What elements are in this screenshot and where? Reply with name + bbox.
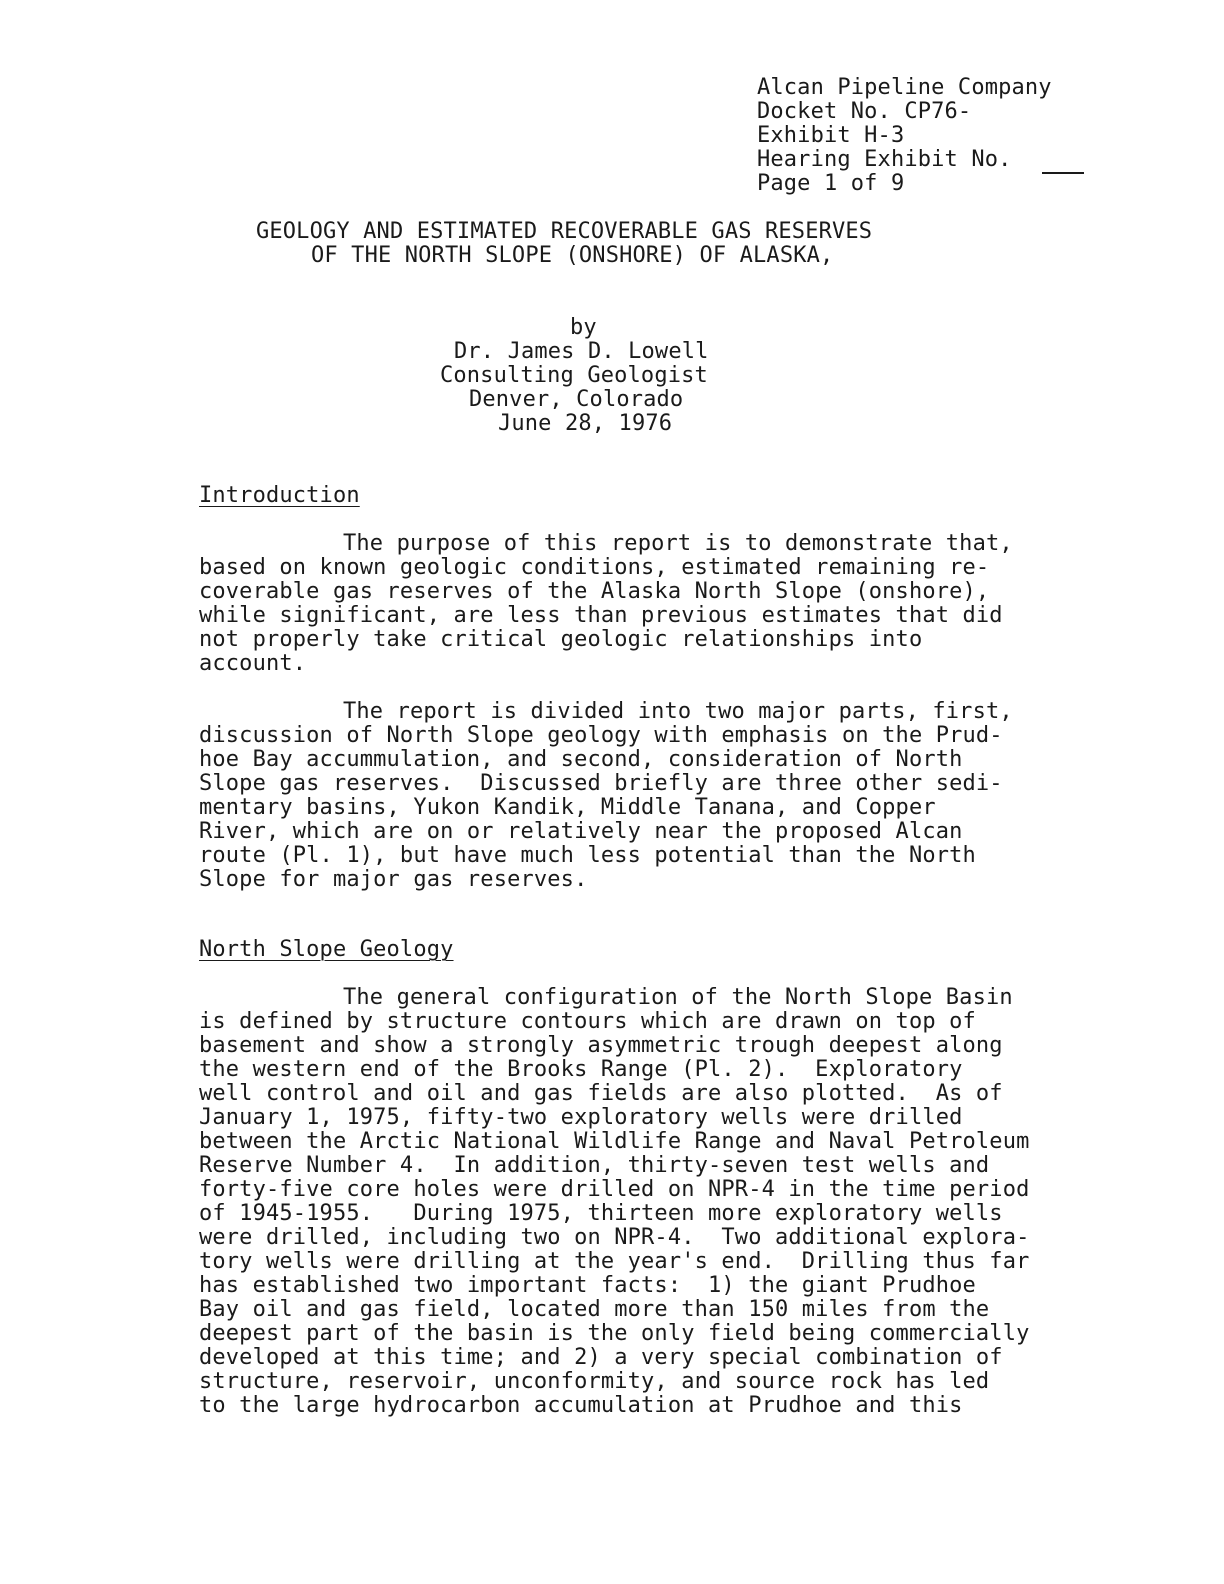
paragraph-line: tory wells were drilling at the year's end. Drilling thus far: [199, 1249, 1030, 1274]
docket-number: Docket No. CP76-: [757, 99, 972, 124]
paragraph-line: The report is divided into two major parts, first,: [343, 699, 1013, 724]
paragraph-line: Slope for major gas reserves.: [199, 867, 588, 892]
report-date: June 28, 1976: [498, 411, 673, 436]
title-line-2: OF THE NORTH SLOPE (ONSHORE) OF ALASKA,: [311, 243, 834, 268]
paragraph-line: of 1945-1955. During 1975, thirteen more exploratory wells: [199, 1201, 1003, 1226]
paragraph-line: the western end of the Brooks Range (Pl. 2). Exploratory: [199, 1057, 963, 1082]
paragraph-line: is defined by structure contours which are drawn on top of: [199, 1009, 976, 1034]
exhibit-label: Exhibit H-3: [757, 123, 905, 148]
paragraph-line: forty-five core holes were drilled on NPR-4 in the time period: [199, 1177, 1030, 1202]
hearing-exhibit-label: Hearing Exhibit No.: [757, 147, 1012, 172]
hearing-exhibit-blank: [1042, 172, 1084, 174]
paragraph-line: River, which are on or relatively near the proposed Alcan: [199, 819, 963, 844]
paragraph-line: discussion of North Slope geology with emphasis on the Prud-: [199, 723, 1003, 748]
paragraph-line: while significant, are less than previous estimates that did: [199, 603, 1003, 628]
paragraph-line: basement and show a strongly asymmetric trough deepest along: [199, 1033, 1003, 1058]
paragraph-line: to the large hydrocarbon accumulation at Prudhoe and this: [199, 1393, 963, 1418]
paragraph-line: route (Pl. 1), but have much less potential than the North: [199, 843, 976, 868]
title-line-1: GEOLOGY AND ESTIMATED RECOVERABLE GAS RESERVES: [256, 219, 873, 244]
paragraph-line: based on known geologic conditions, estimated remaining re-: [199, 555, 990, 580]
byline-by: by: [570, 315, 597, 340]
author-name: Dr. James D. Lowell: [454, 339, 709, 364]
paragraph-line: has established two important facts: 1) the giant Prudhoe: [199, 1273, 976, 1298]
paragraph-line: deepest part of the basin is the only field being commercially: [199, 1321, 1030, 1346]
introduction-heading: Introduction: [199, 483, 360, 508]
paragraph-line: were drilled, including two on NPR-4. Two additional explora-: [199, 1225, 1030, 1250]
paragraph-line: Bay oil and gas field, located more than 150 miles from the: [199, 1297, 990, 1322]
north-slope-geology-heading: North Slope Geology: [199, 937, 454, 962]
paragraph-line: not properly take critical geologic relationships into: [199, 627, 923, 652]
paragraph-line: mentary basins, Yukon Kandik, Middle Tanana, and Copper: [199, 795, 936, 820]
paragraph-line: hoe Bay accummulation, and second, consideration of North: [199, 747, 963, 772]
paragraph-line: well control and oil and gas fields are also plotted. As of: [199, 1081, 1003, 1106]
paragraph-line: developed at this time; and 2) a very special combination of: [199, 1345, 1003, 1370]
author-role: Consulting Geologist: [440, 363, 708, 388]
paragraph-line: The general configuration of the North Slope Basin: [343, 985, 1013, 1010]
paragraph-line: Slope gas reserves. Discussed briefly are three other sedi-: [199, 771, 1003, 796]
paragraph-line: between the Arctic National Wildlife Range and Naval Petroleum: [199, 1129, 1030, 1154]
paragraph-line: The purpose of this report is to demonstrate that,: [343, 531, 1013, 556]
page-number: Page 1 of 9: [757, 171, 905, 196]
paragraph-line: coverable gas reserves of the Alaska North Slope (onshore),: [199, 579, 990, 604]
paragraph-line: account.: [199, 651, 307, 676]
paragraph-line: January 1, 1975, fifty-two exploratory wells were drilled: [199, 1105, 963, 1130]
paragraph-line: structure, reservoir, unconformity, and source rock has led: [199, 1369, 990, 1394]
author-location: Denver, Colorado: [469, 387, 684, 412]
company-name: Alcan Pipeline Company: [757, 75, 1052, 100]
paragraph-line: Reserve Number 4. In addition, thirty-seven test wells and: [199, 1153, 990, 1178]
